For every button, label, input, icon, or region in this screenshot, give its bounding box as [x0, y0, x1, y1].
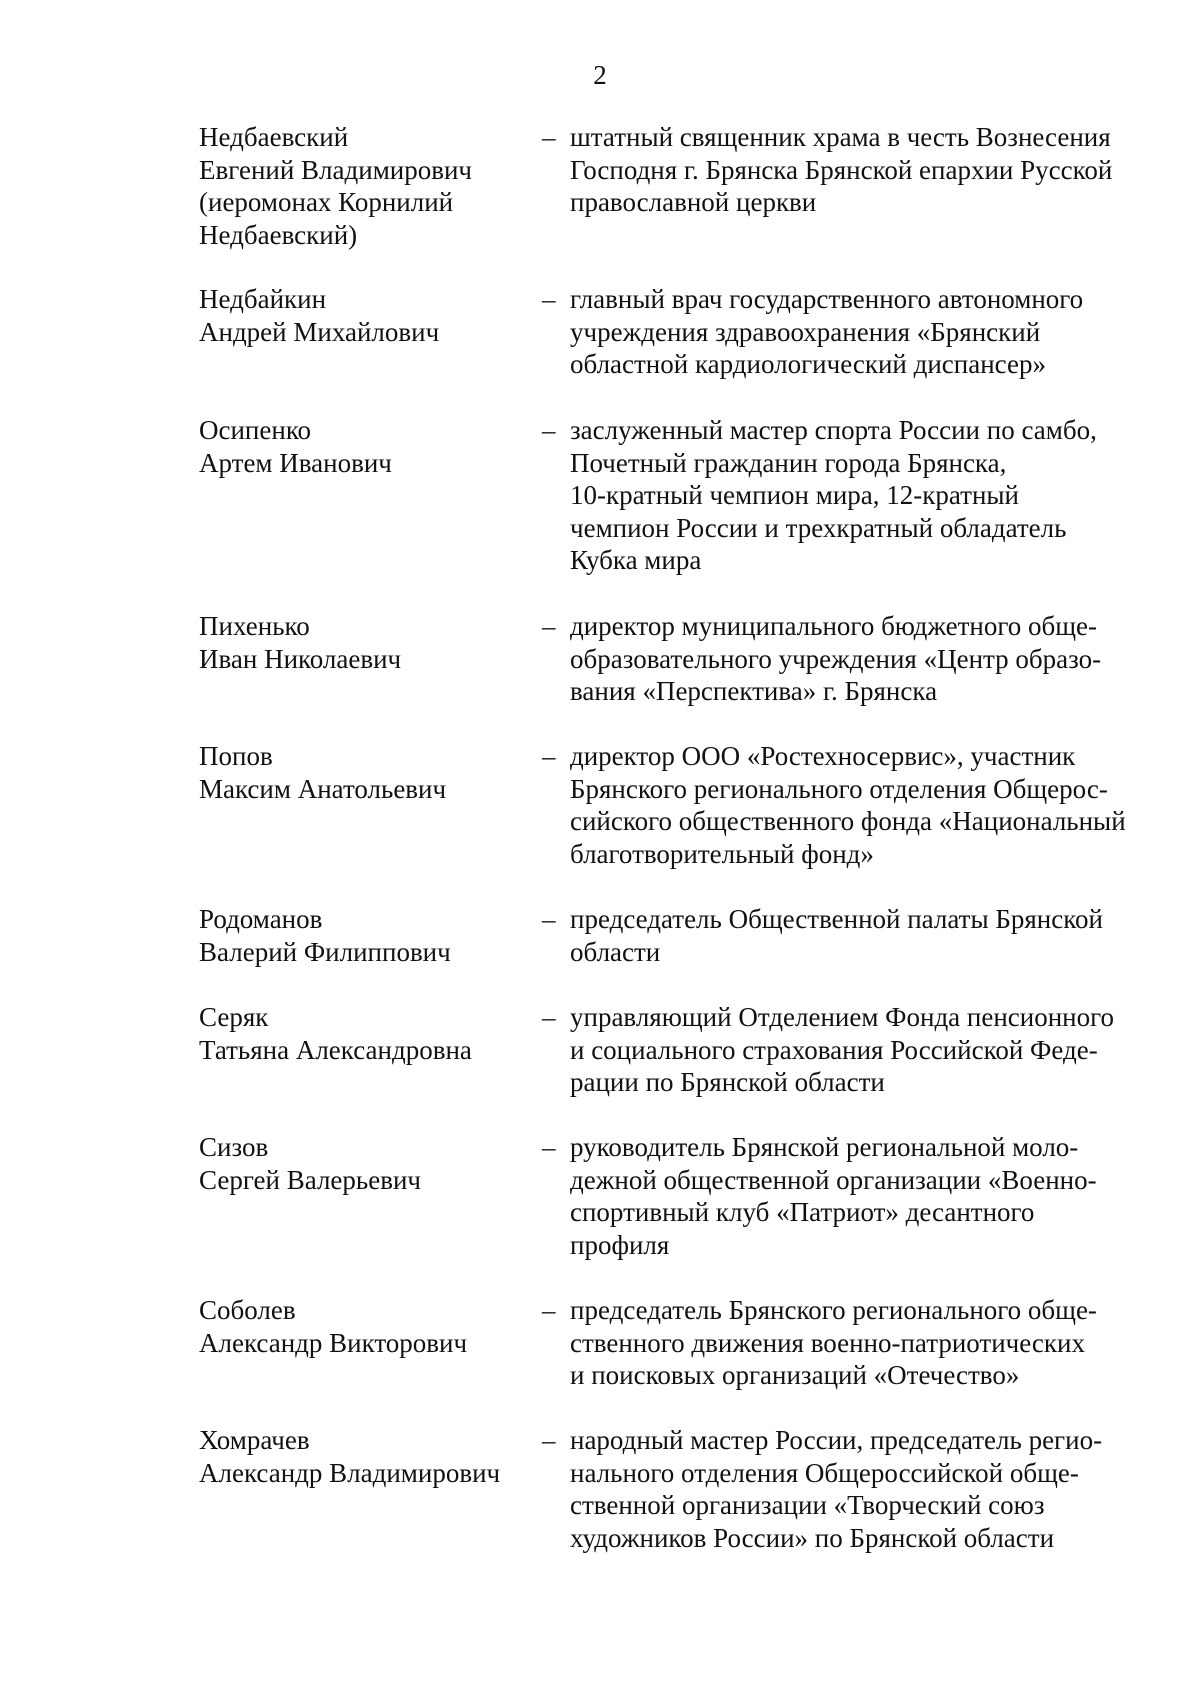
person-role — [570, 1294, 1170, 1392]
name-line: Попов — [199, 741, 273, 771]
page-number: 2 — [593, 60, 607, 90]
person-name — [199, 903, 529, 968]
person-role — [570, 121, 1170, 219]
dash-separator: – — [542, 1002, 556, 1032]
name-line: Соболев — [199, 1295, 296, 1325]
role-line: руководитель Брянской региональной моло- — [570, 1132, 1079, 1162]
person-name — [199, 1131, 529, 1196]
role-line: и поисковых организаций «Отечество» — [570, 1360, 1020, 1390]
role-line: 10-кратный чемпион мира, 12-кратный — [570, 480, 1019, 510]
name-line: Родоманов — [199, 904, 323, 934]
name-line: Сергей Валерьевич — [199, 1164, 421, 1195]
role-line: ственной организации «Творческий союз — [570, 1490, 1045, 1520]
person-role — [570, 610, 1170, 708]
role-line: профиля — [570, 1229, 670, 1260]
name-line: Хомрачев — [199, 1425, 310, 1455]
dash-separator: – — [542, 1425, 556, 1455]
name-line: Серяк — [199, 1002, 269, 1032]
dash-separator: – — [542, 1132, 556, 1162]
person-name — [199, 283, 529, 348]
dash-separator: – — [542, 284, 556, 314]
name-line: Осипенко — [199, 415, 312, 445]
role-line: рации по Брянской области — [570, 1067, 885, 1097]
name-line: Валерий Филиппович — [199, 936, 451, 967]
person-role — [570, 903, 1170, 968]
name-line: (иеромонах Корнилий — [199, 187, 454, 217]
person-name — [199, 414, 529, 479]
person-role — [570, 1424, 1170, 1554]
person-name — [199, 1001, 529, 1066]
name-line: Недбайкин — [199, 284, 327, 314]
role-line: штатный священник храма в честь Вознесения — [570, 122, 1111, 152]
person-role — [570, 740, 1170, 870]
person-name — [199, 1424, 529, 1489]
role-line: художников России» по Брянской области — [570, 1522, 1055, 1553]
role-line: сийского общественного фонда «Национальный — [570, 806, 1126, 836]
name-line: Недбаевский — [199, 122, 349, 152]
name-line: Артем Иванович — [199, 447, 392, 478]
name-line: Пихенько — [199, 611, 310, 641]
role-line: православной церкви — [570, 187, 817, 217]
name-line: Татьяна Александровна — [199, 1034, 472, 1065]
role-line: чемпион России и трехкратный обладатель — [570, 512, 1067, 543]
role-line: образовательного учреждения «Центр образо- — [570, 643, 1102, 674]
role-line: директор муниципального бюджетного обще- — [570, 611, 1098, 641]
role-line: Господня г. Брянска Брянской епархии Русской — [570, 154, 1113, 185]
role-line: нального отделения Общероссийской обще- — [570, 1457, 1079, 1488]
dash-separator: – — [542, 904, 556, 934]
person-role — [570, 1131, 1170, 1261]
role-line: спортивный клуб «Патриот» десантного — [570, 1197, 1035, 1227]
role-line: вания «Перспектива» г. Брянска — [570, 676, 938, 706]
role-line: области — [570, 936, 661, 967]
name-line: Александр Викторович — [199, 1327, 468, 1358]
dash-separator: – — [542, 415, 556, 445]
dash-separator: – — [542, 1295, 556, 1325]
name-line: Иван Николаевич — [199, 643, 402, 674]
role-line: и социального страхования Российской Феде- — [570, 1034, 1098, 1065]
person-name — [199, 740, 529, 805]
person-name — [199, 610, 529, 675]
person-role — [570, 1001, 1170, 1099]
role-line: учреждения здравоохранения «Брянский — [570, 316, 1041, 347]
person-name — [199, 121, 529, 251]
name-line: Сизов — [199, 1132, 269, 1162]
role-line: председатель Брянского регионального обще- — [570, 1295, 1097, 1325]
dash-separator: – — [542, 611, 556, 641]
person-role — [570, 414, 1170, 577]
role-line: Брянского регионального отделения Общерос- — [570, 773, 1108, 804]
dash-separator: – — [542, 122, 556, 152]
dash-separator: – — [542, 741, 556, 771]
person-name — [199, 1294, 529, 1359]
name-line: Недбаевский) — [199, 219, 358, 250]
role-line: директор ООО «Ростехносервис», участник — [570, 741, 1076, 771]
name-line: Александр Владимирович — [199, 1457, 501, 1488]
role-line: Кубка мира — [570, 545, 702, 575]
name-line: Евгений Владимирович — [199, 154, 473, 185]
role-line: областной кардиологический диспансер» — [570, 349, 1046, 379]
role-line: ственного движения военно-патриотических — [570, 1327, 1085, 1358]
role-line: главный врач государственного автономного — [570, 284, 1084, 314]
name-line: Андрей Михайлович — [199, 316, 440, 347]
role-line: Почетный гражданин города Брянска, — [570, 447, 1007, 478]
role-line: председатель Общественной палаты Брянской — [570, 904, 1103, 934]
name-line: Максим Анатольевич — [199, 773, 447, 804]
person-role — [570, 283, 1170, 381]
role-line: заслуженный мастер спорта России по самбо, — [570, 415, 1097, 445]
role-line: народный мастер России, председатель регио- — [570, 1425, 1103, 1455]
role-line: дежной общественной организации «Военно- — [570, 1164, 1097, 1195]
role-line: благотворительный фонд» — [570, 838, 874, 869]
role-line: управляющий Отделением Фонда пенсионного — [570, 1002, 1115, 1032]
